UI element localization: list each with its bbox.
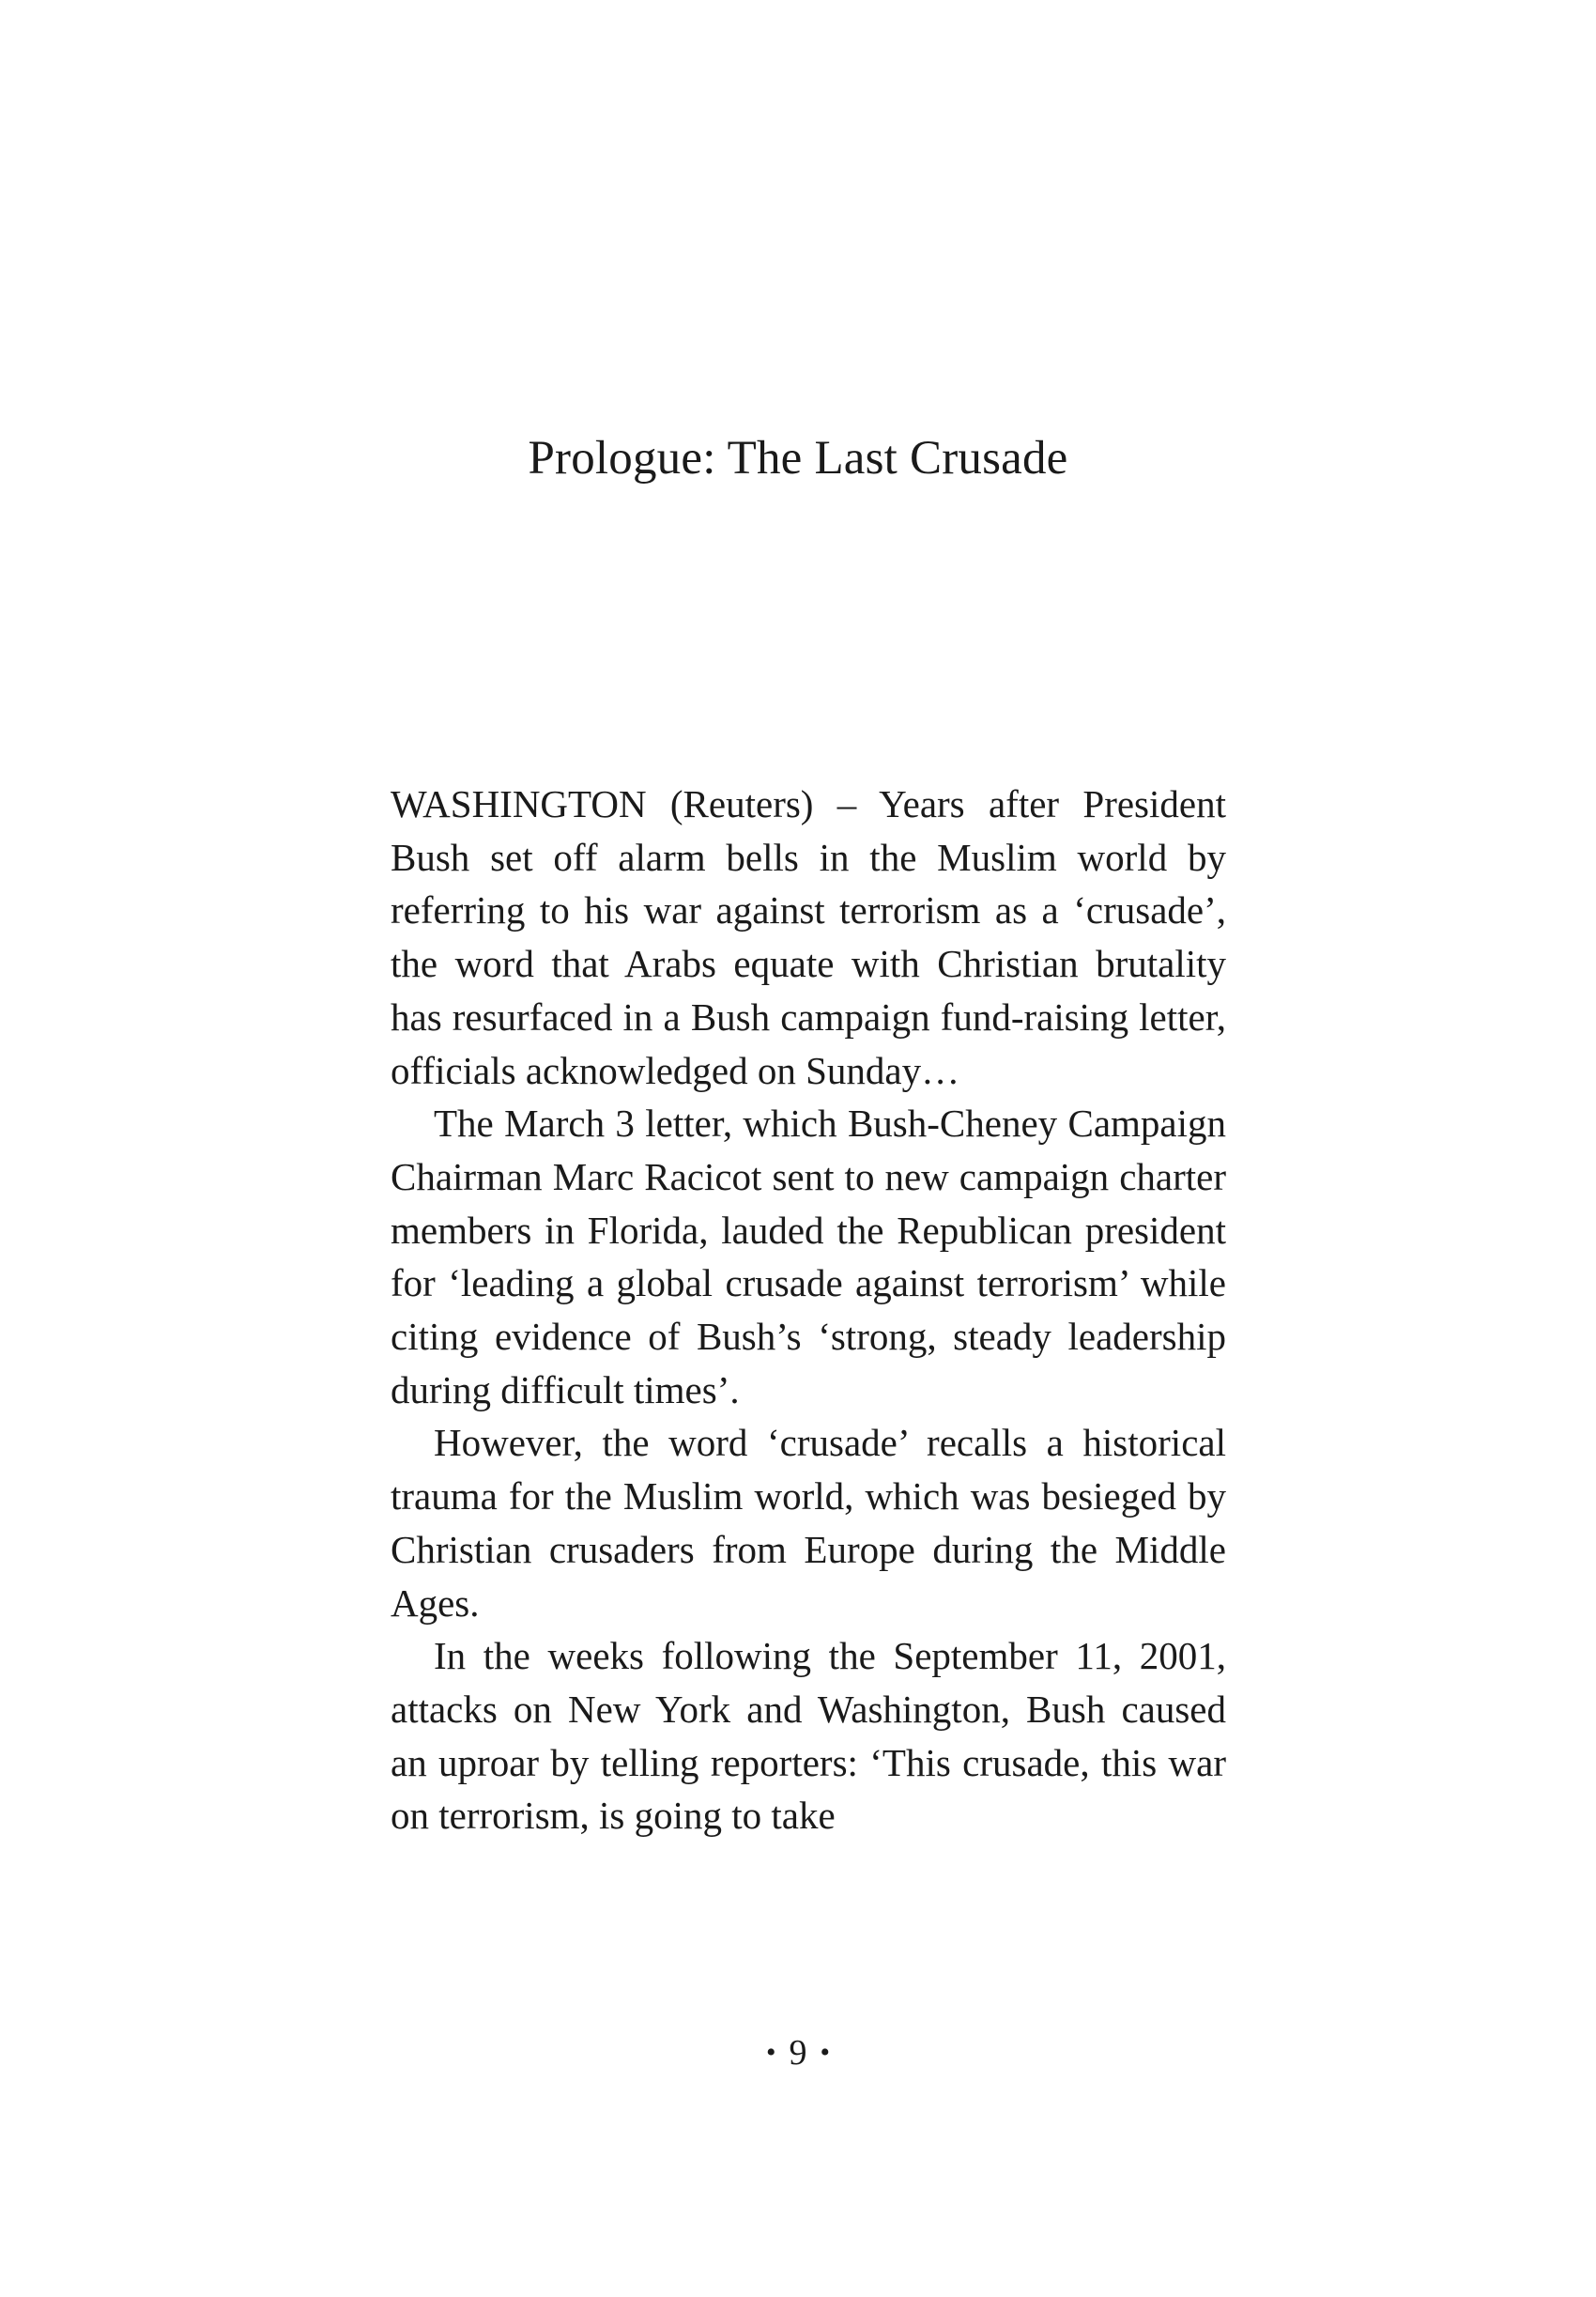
page-number: 9 — [789, 2033, 807, 2073]
page-number-footer — [0, 2030, 1596, 2075]
chapter-title: Prologue: The Last Crusade — [528, 432, 1068, 485]
paragraph-3: However, the word ‘crusade’ recalls a historical trauma for the Muslim world, which was besieged by Christian crusaders from Europe during the Middle Ages. — [391, 1421, 1226, 1625]
paragraph-4: In the weeks following the September 11, 2001, attacks on New York and Washington, Bush caused an uproar by telling reporters: ‘This crusade, this war on terrorism, is going to take — [391, 1634, 1226, 1838]
bullet-ornament-left: • — [765, 2037, 776, 2068]
body-text — [391, 778, 1226, 1842]
paragraph-1: WASHINGTON (Reuters) – Years after President Bush set off alarm bells in the Muslim world by referring to his war against terrorism as a ‘crusade’, the word that Arabs equate with Christian brutality has resurfaced in a Bush campaign fund-raising letter, officials acknowledged on Sunday… — [391, 782, 1226, 1092]
paragraph-2: The March 3 letter, which Bush-Cheney Campaign Chairman Marc Racicot sent to new campaign charter members in Florida, lauded the Republican president for ‘leading a global crusade against terrorism’ while citing evidence of Bush’s ‘strong, steady leadership during difficult times’. — [391, 1102, 1226, 1411]
bullet-ornament-right: • — [820, 2037, 831, 2068]
